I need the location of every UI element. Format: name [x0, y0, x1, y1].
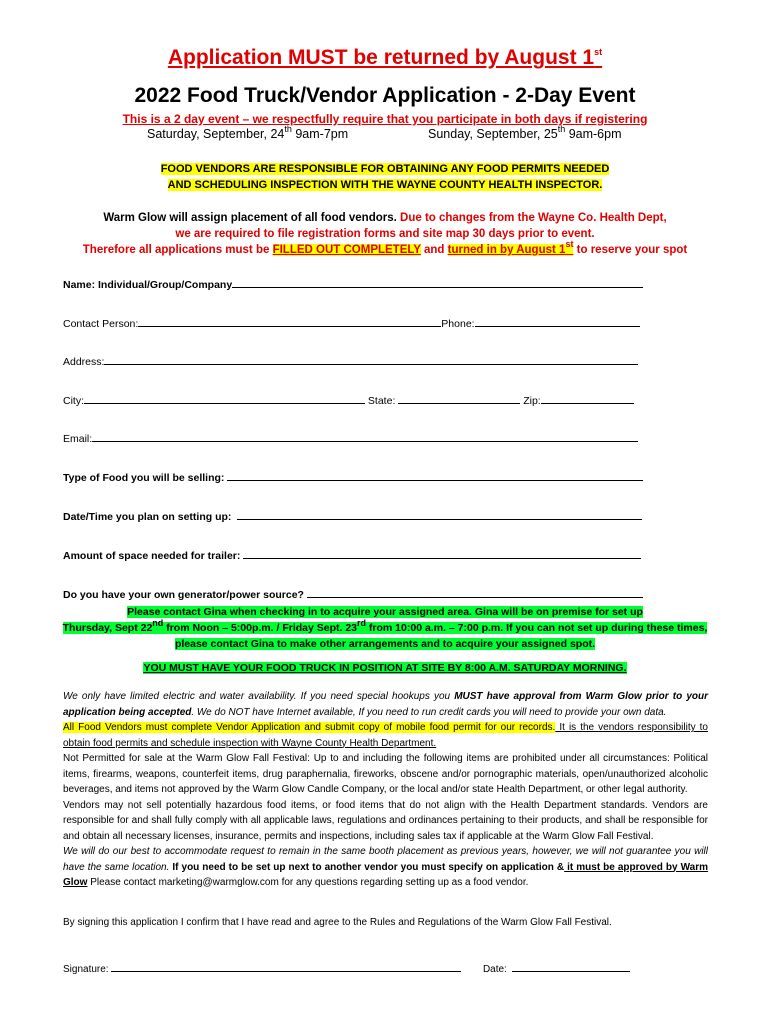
- rules-text: [63, 689, 708, 891]
- address-line[interactable]: [104, 354, 638, 365]
- state-label: State:: [367, 395, 396, 407]
- date-label: Date:: [482, 964, 507, 975]
- name-field[interactable]: [63, 277, 643, 291]
- placement-notice: Warm Glow will assign placement of all food vendors. Due to changes from the Wayne Co. Health Dept, we are required to file registration forms and site map 30 days prior to event. Therefore all applications must be FILLED OUT COMPLETELY and turned in by August 1st to reserve your spot: [82, 212, 688, 256]
- gina-contact-notice: Please contact Gina when checking in to acquire your assigned area. Gina will be on premise for set up Thursday, Sept 22nd from Noon – 5:00p.m. / Friday Sept. 23rd from 10:00 a.m. – 7:00 p.m. If you can not set up during these times, please contact Gina to make other arrangements and to acquire your assigned spot.: [62, 606, 708, 650]
- phone-line[interactable]: [475, 316, 640, 327]
- signature-row[interactable]: [63, 961, 643, 975]
- food-type-label: Type of Food you will be selling:: [63, 472, 225, 484]
- zip-label: Zip:: [523, 395, 541, 407]
- two-day-notice: This is a 2 day event – we respectfully require that you participate in both days if registering: [122, 112, 648, 126]
- permits-notice: FOOD VENDORS ARE RESPONSIBLE FOR OBTAINING ANY FOOD PERMITS NEEDED AND SCHEDULING INSPECTION WITH THE WAYNE COUNTY HEALTH INSPECTOR.: [160, 163, 610, 191]
- page-title: 2022 Food Truck/Vendor Application - 2-Day Event: [134, 84, 636, 107]
- email-label: Email:: [63, 433, 93, 445]
- day1-date: Saturday, September, 24th 9am-7pm: [147, 123, 349, 141]
- city-line[interactable]: [84, 393, 365, 404]
- setup-time-field[interactable]: [63, 509, 643, 523]
- food-type-field[interactable]: [63, 470, 643, 484]
- setup-time-line[interactable]: [237, 509, 642, 520]
- contact-line[interactable]: [138, 316, 441, 327]
- state-line[interactable]: [398, 393, 520, 404]
- space-line[interactable]: [243, 548, 641, 559]
- date-line[interactable]: [512, 961, 630, 972]
- truck-position-notice: YOU MUST HAVE YOUR FOOD TRUCK IN POSITION AT SITE BY 8:00 A.M. SATURDAY MORNING.: [143, 662, 627, 674]
- contact-label: Contact Person:: [63, 318, 139, 330]
- signature-line[interactable]: [111, 961, 461, 972]
- generator-field[interactable]: [63, 587, 643, 601]
- address-field[interactable]: [63, 354, 643, 368]
- hazardous-paragraph: Vendors may not sell potentially hazardous food items, or food items that do not align with the Health Department standards. Vendors are responsible for and shall fully comply with all applicable laws, regulations and ordinances pertaining to their products, and shall be responsible for and obtain all necessary licenses, insurance, permits and inspections, including sales tax if applicable at the Warm Glow Fall Festival.: [63, 799, 708, 842]
- address-label: Address:: [63, 356, 105, 368]
- setup-time-label: Date/Time you plan on setting up:: [63, 511, 232, 523]
- day2-date: Sunday, September, 25th 9am-6pm: [428, 123, 622, 141]
- email-line[interactable]: [92, 431, 638, 442]
- electric-paragraph: We only have limited electric and water availability. If you need special hookups you MUST have approval from Warm Glow prior to your application being accepted. We do NOT have Internet available, If you need to run credit cards you will need to provide your own data.: [63, 691, 709, 718]
- space-label: Amount of space needed for trailer:: [63, 550, 241, 562]
- permit-paragraph: All Food Vendors must complete Vendor Application and submit copy of mobile food permit for our records. It is the vendors responsibility to obtain food permits and schedule inspection with Wayne County Health Department.: [63, 722, 708, 749]
- not-permitted-paragraph: Not Permitted for sale at the Warm Glow Fall Festival: Up to and including the following items are prohibited under all circumstances: Political items, firearms, weapons, counterfeit items, drug paraphernalia, fireworks, obscene and/or pornographic materials, open/unauthorized alcoholic beverages, and items not approved by the Warm Glow Candle Company, or the local and/or state Health Department, or other legal authority.: [63, 753, 708, 795]
- generator-label: Do you have your own generator/power source?: [63, 589, 304, 601]
- zip-line[interactable]: [541, 393, 634, 404]
- phone-label: Phone:: [441, 318, 475, 330]
- city-state-zip-field[interactable]: [63, 393, 643, 407]
- city-label: City:: [63, 395, 84, 407]
- name-label: Name: Individual/Group/Company: [63, 279, 233, 291]
- signature-label: Signature:: [63, 964, 109, 975]
- deadline-title: Application MUST be returned by August 1st: [167, 46, 603, 69]
- space-field[interactable]: [63, 548, 643, 562]
- booth-paragraph: We will do our best to accommodate request to remain in the same booth placement as previous years, however, we will not guarantee you will have the same location. If you need to be set up next to another vendor you must specify on application & it must be approved by Warm Glow Please contact marketing@warmglow.com for any questions regarding setting up as a food vendor.: [63, 846, 709, 888]
- food-type-line[interactable]: [227, 470, 643, 481]
- event-days: [147, 123, 647, 141]
- generator-line[interactable]: [307, 587, 643, 598]
- contact-field[interactable]: [63, 316, 643, 330]
- name-line[interactable]: [232, 277, 643, 288]
- signing-statement: By signing this application I confirm that I have read and agree to the Rules and Regulations of the Warm Glow Fall Festival.: [63, 917, 612, 928]
- email-field[interactable]: [63, 431, 643, 445]
